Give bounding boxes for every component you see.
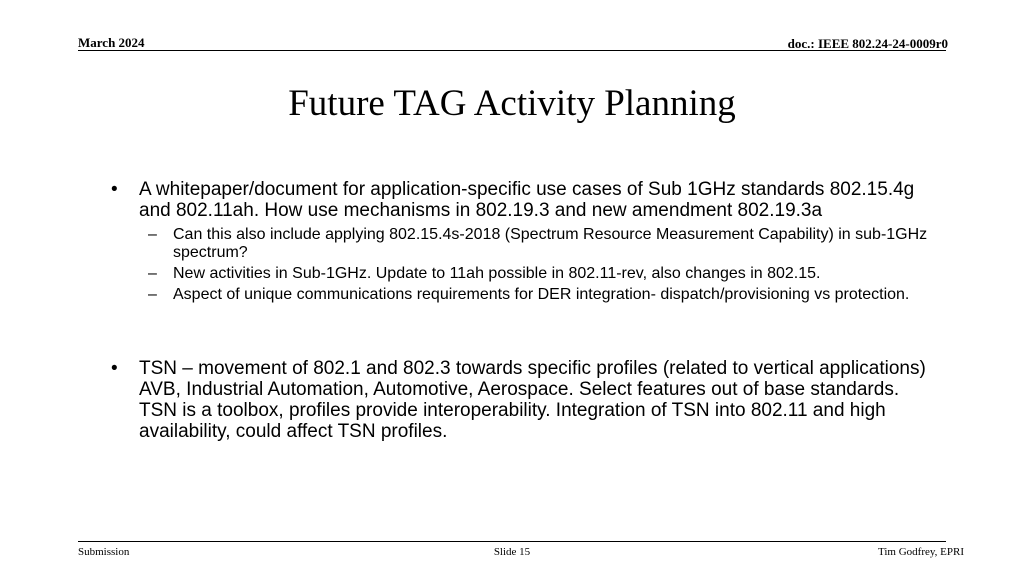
- sub-bullet-list: [108, 226, 978, 304]
- sub-bullet-item: [108, 286, 978, 304]
- footer-author: Tim Godfrey, EPRI: [878, 546, 964, 558]
- sub-bullet-item: [108, 226, 978, 262]
- sub-bullet-marker: –: [148, 226, 157, 243]
- bullet-marker: •: [111, 179, 118, 200]
- footer-divider: [78, 541, 946, 542]
- bullet-marker: •: [111, 358, 118, 379]
- footer-submission: Submission: [78, 546, 130, 558]
- sub-bullet-text: New activities in Sub-1GHz. Update to 11ah possible in 802.11-rev, also changes in 802.15.: [173, 265, 821, 282]
- bullet-item: [108, 358, 929, 442]
- bullet-text: TSN – movement of 802.1 and 802.3 towards specific profiles (related to vertical applications) AVB, Industrial Automation, Automotive, Aerospace. Select features out of base standards. TSN is a toolbox, profiles provide interoperability. Integration of TSN into 802.11 and high availability, could affect TSN profiles.: [139, 358, 926, 442]
- spacer: [108, 304, 978, 358]
- sub-bullet-marker: –: [148, 286, 157, 303]
- sub-bullet-text: Can this also include applying 802.15.4s-2018 (Spectrum Resource Measurement Capability) in sub-1GHz spectrum?: [173, 226, 928, 261]
- header-doc-id: doc.: IEEE 802.24-24-0009r0: [787, 36, 948, 51]
- sub-bullet-text: Aspect of unique communications requirements for DER integration- dispatch/provisioning vs protection.: [173, 286, 910, 303]
- sub-bullet-item: [108, 265, 978, 283]
- header-divider: [78, 50, 946, 51]
- footer-slide-number: Slide 15: [493, 546, 531, 558]
- bullet-text: A whitepaper/document for application-specific use cases of Sub 1GHz standards 802.15.4g and 802.11ah. How use mechanisms in 802.19.3 and new amendment 802.19.3a: [139, 179, 915, 221]
- sub-bullet-marker: –: [148, 265, 157, 282]
- bullet-item: [108, 179, 929, 221]
- header-date: March 2024: [78, 35, 145, 50]
- slide-body: [108, 179, 978, 442]
- slide-title: Future TAG Activity Planning: [288, 83, 736, 124]
